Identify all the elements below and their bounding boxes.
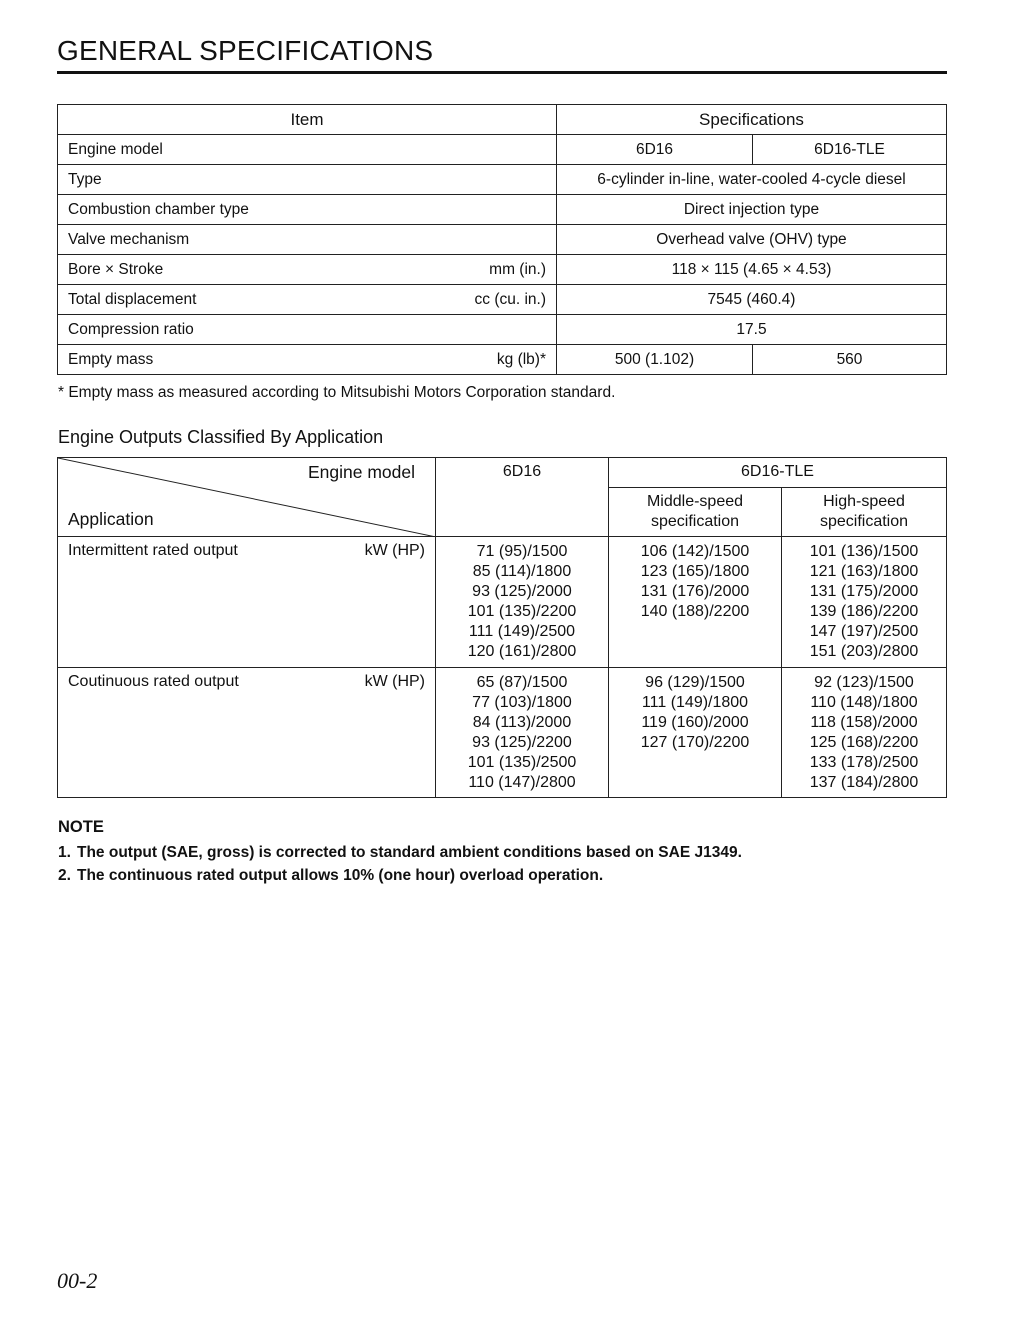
diagonal-header-cell xyxy=(58,458,436,537)
note-number: 2. xyxy=(58,867,71,885)
values-6d16 xyxy=(436,537,609,668)
row-item xyxy=(58,225,557,255)
spec-value: 500 (1.102) xyxy=(557,345,753,375)
item-label: Bore × Stroke xyxy=(68,260,164,278)
column-6d16: 6D16 xyxy=(436,458,609,537)
page-title: GENERAL SPECIFICATIONS xyxy=(57,34,947,74)
value-line: 131 (176)/2000 xyxy=(640,583,750,601)
column-6d16-tle: 6D16-TLE xyxy=(609,458,947,488)
value-line: 111 (149)/2500 xyxy=(468,623,576,641)
values-middle-speed xyxy=(609,667,782,798)
specifications-header: Specifications xyxy=(557,105,947,135)
spec-value: Direct injection type xyxy=(557,195,947,225)
high-speed-line: High-speed xyxy=(823,493,905,510)
table-row xyxy=(58,285,947,315)
footnote: * Empty mass as measured according to Mitsubishi Motors Corporation standard. xyxy=(58,384,616,401)
table-row xyxy=(58,135,947,165)
value-line: 71 (95)/1500 xyxy=(476,543,568,560)
value-line: 77 (103)/1800 xyxy=(472,693,572,711)
spec-value: Overhead valve (OHV) type xyxy=(557,225,947,255)
value-line: 93 (125)/2000 xyxy=(472,583,572,601)
value-line: 65 (87)/1500 xyxy=(476,673,568,691)
value-line: 123 (165)/1800 xyxy=(640,563,750,581)
row-item xyxy=(58,345,557,375)
value-line: 121 (163)/1800 xyxy=(809,563,919,581)
spec-value: 560 xyxy=(753,345,947,375)
value-line: 96 (129)/1500 xyxy=(645,673,745,691)
unit-label: kW (HP) xyxy=(364,542,425,559)
value-line: 119 (160)/2000 xyxy=(641,713,749,731)
value-line: 101 (135)/2500 xyxy=(467,753,577,771)
table-header-row xyxy=(58,458,947,488)
spec-value: 6D16 xyxy=(557,135,753,165)
value-line: 120 (161)/2800 xyxy=(467,643,577,661)
middle-speed-line: specification xyxy=(650,513,740,530)
row-item xyxy=(58,315,557,345)
values-middle-speed xyxy=(609,537,782,668)
row-item xyxy=(58,285,557,315)
value-line: 93 (125)/2200 xyxy=(472,733,572,751)
application-cell xyxy=(58,537,436,668)
note-number: 1. xyxy=(58,844,71,862)
item-unit: mm (in.) xyxy=(489,260,546,278)
value-line: 110 (147)/2800 xyxy=(468,774,576,792)
value-line: 84 (113)/2000 xyxy=(472,713,572,731)
note-text: The output (SAE, gross) is corrected to standard ambient conditions based on SAE J1349. xyxy=(77,844,742,862)
item-header: Item xyxy=(58,105,557,135)
value-line: 125 (168)/2200 xyxy=(809,733,919,751)
table-row xyxy=(58,165,947,195)
value-line: 111 (149)/1800 xyxy=(641,693,749,711)
values-6d16 xyxy=(436,667,609,798)
item-label: Compression ratio xyxy=(68,320,194,338)
item-unit: kg (lb)* xyxy=(496,350,546,368)
row-item xyxy=(58,195,557,225)
page xyxy=(57,34,947,887)
section-title: Engine Outputs Classified By Application xyxy=(58,427,384,447)
table-header-row xyxy=(58,105,947,135)
values-high-speed xyxy=(782,537,947,668)
value-line: 133 (178)/2500 xyxy=(809,753,919,771)
unit-label: kW (HP) xyxy=(364,672,425,690)
middle-speed-header xyxy=(609,488,782,537)
row-item xyxy=(58,255,557,285)
application-label: Coutinuous rated output xyxy=(68,672,239,690)
value-line: 92 (123)/1500 xyxy=(814,673,914,691)
value-line: 85 (114)/1800 xyxy=(472,563,572,581)
table-row xyxy=(58,315,947,345)
value-line: 101 (135)/2200 xyxy=(467,603,577,621)
note-item xyxy=(58,841,947,864)
table-row xyxy=(58,195,947,225)
table-row xyxy=(58,345,947,375)
table-row xyxy=(58,537,947,668)
value-line: 106 (142)/1500 xyxy=(640,543,750,560)
spec-value: 118 × 115 (4.65 × 4.53) xyxy=(557,255,947,285)
spec-value: 17.5 xyxy=(557,315,947,345)
table-row xyxy=(58,225,947,255)
high-speed-line: specification xyxy=(819,513,909,530)
item-unit: cc (cu. in.) xyxy=(474,290,546,308)
spec-value: 6D16-TLE xyxy=(753,135,947,165)
value-line: 139 (186)/2200 xyxy=(809,603,919,621)
high-speed-header xyxy=(782,488,947,537)
value-line: 101 (136)/1500 xyxy=(809,543,919,560)
general-specifications-table xyxy=(57,104,947,375)
item-label: Type xyxy=(68,170,102,188)
table-row xyxy=(58,667,947,798)
row-item xyxy=(58,135,557,165)
note-item xyxy=(58,864,947,887)
item-label: Combustion chamber type xyxy=(68,200,249,218)
note-title: NOTE xyxy=(58,818,104,837)
value-line: 118 (158)/2000 xyxy=(810,713,918,731)
item-label: Valve mechanism xyxy=(68,230,190,248)
application-cell xyxy=(58,667,436,798)
note-section xyxy=(58,818,947,887)
item-label: Engine model xyxy=(68,140,163,158)
value-line: 147 (197)/2500 xyxy=(809,623,919,641)
row-item xyxy=(58,165,557,195)
application-label: Application xyxy=(68,509,154,529)
value-line: 151 (203)/2800 xyxy=(809,643,919,661)
item-label: Total displacement xyxy=(68,290,197,308)
value-line: 127 (170)/2200 xyxy=(640,733,750,751)
item-label: Empty mass xyxy=(68,350,154,368)
engine-outputs-table xyxy=(57,457,947,798)
spec-value: 7545 (460.4) xyxy=(557,285,947,315)
spec-value: 6-cylinder in-line, water-cooled 4-cycle diesel xyxy=(557,165,947,195)
value-line: 140 (188)/2200 xyxy=(640,603,750,621)
engine-model-label: Engine model xyxy=(307,462,415,482)
value-line: 137 (184)/2800 xyxy=(809,774,919,792)
page-number: 00-2 xyxy=(57,1268,98,1293)
note-text: The continuous rated output allows 10% (one hour) overload operation. xyxy=(77,867,604,885)
value-line: 110 (148)/1800 xyxy=(810,693,918,711)
middle-speed-line: Middle-speed xyxy=(646,493,744,510)
values-high-speed xyxy=(782,667,947,798)
value-line: 131 (175)/2000 xyxy=(809,583,919,601)
application-label: Intermittent rated output xyxy=(68,542,238,559)
table-row xyxy=(58,255,947,285)
